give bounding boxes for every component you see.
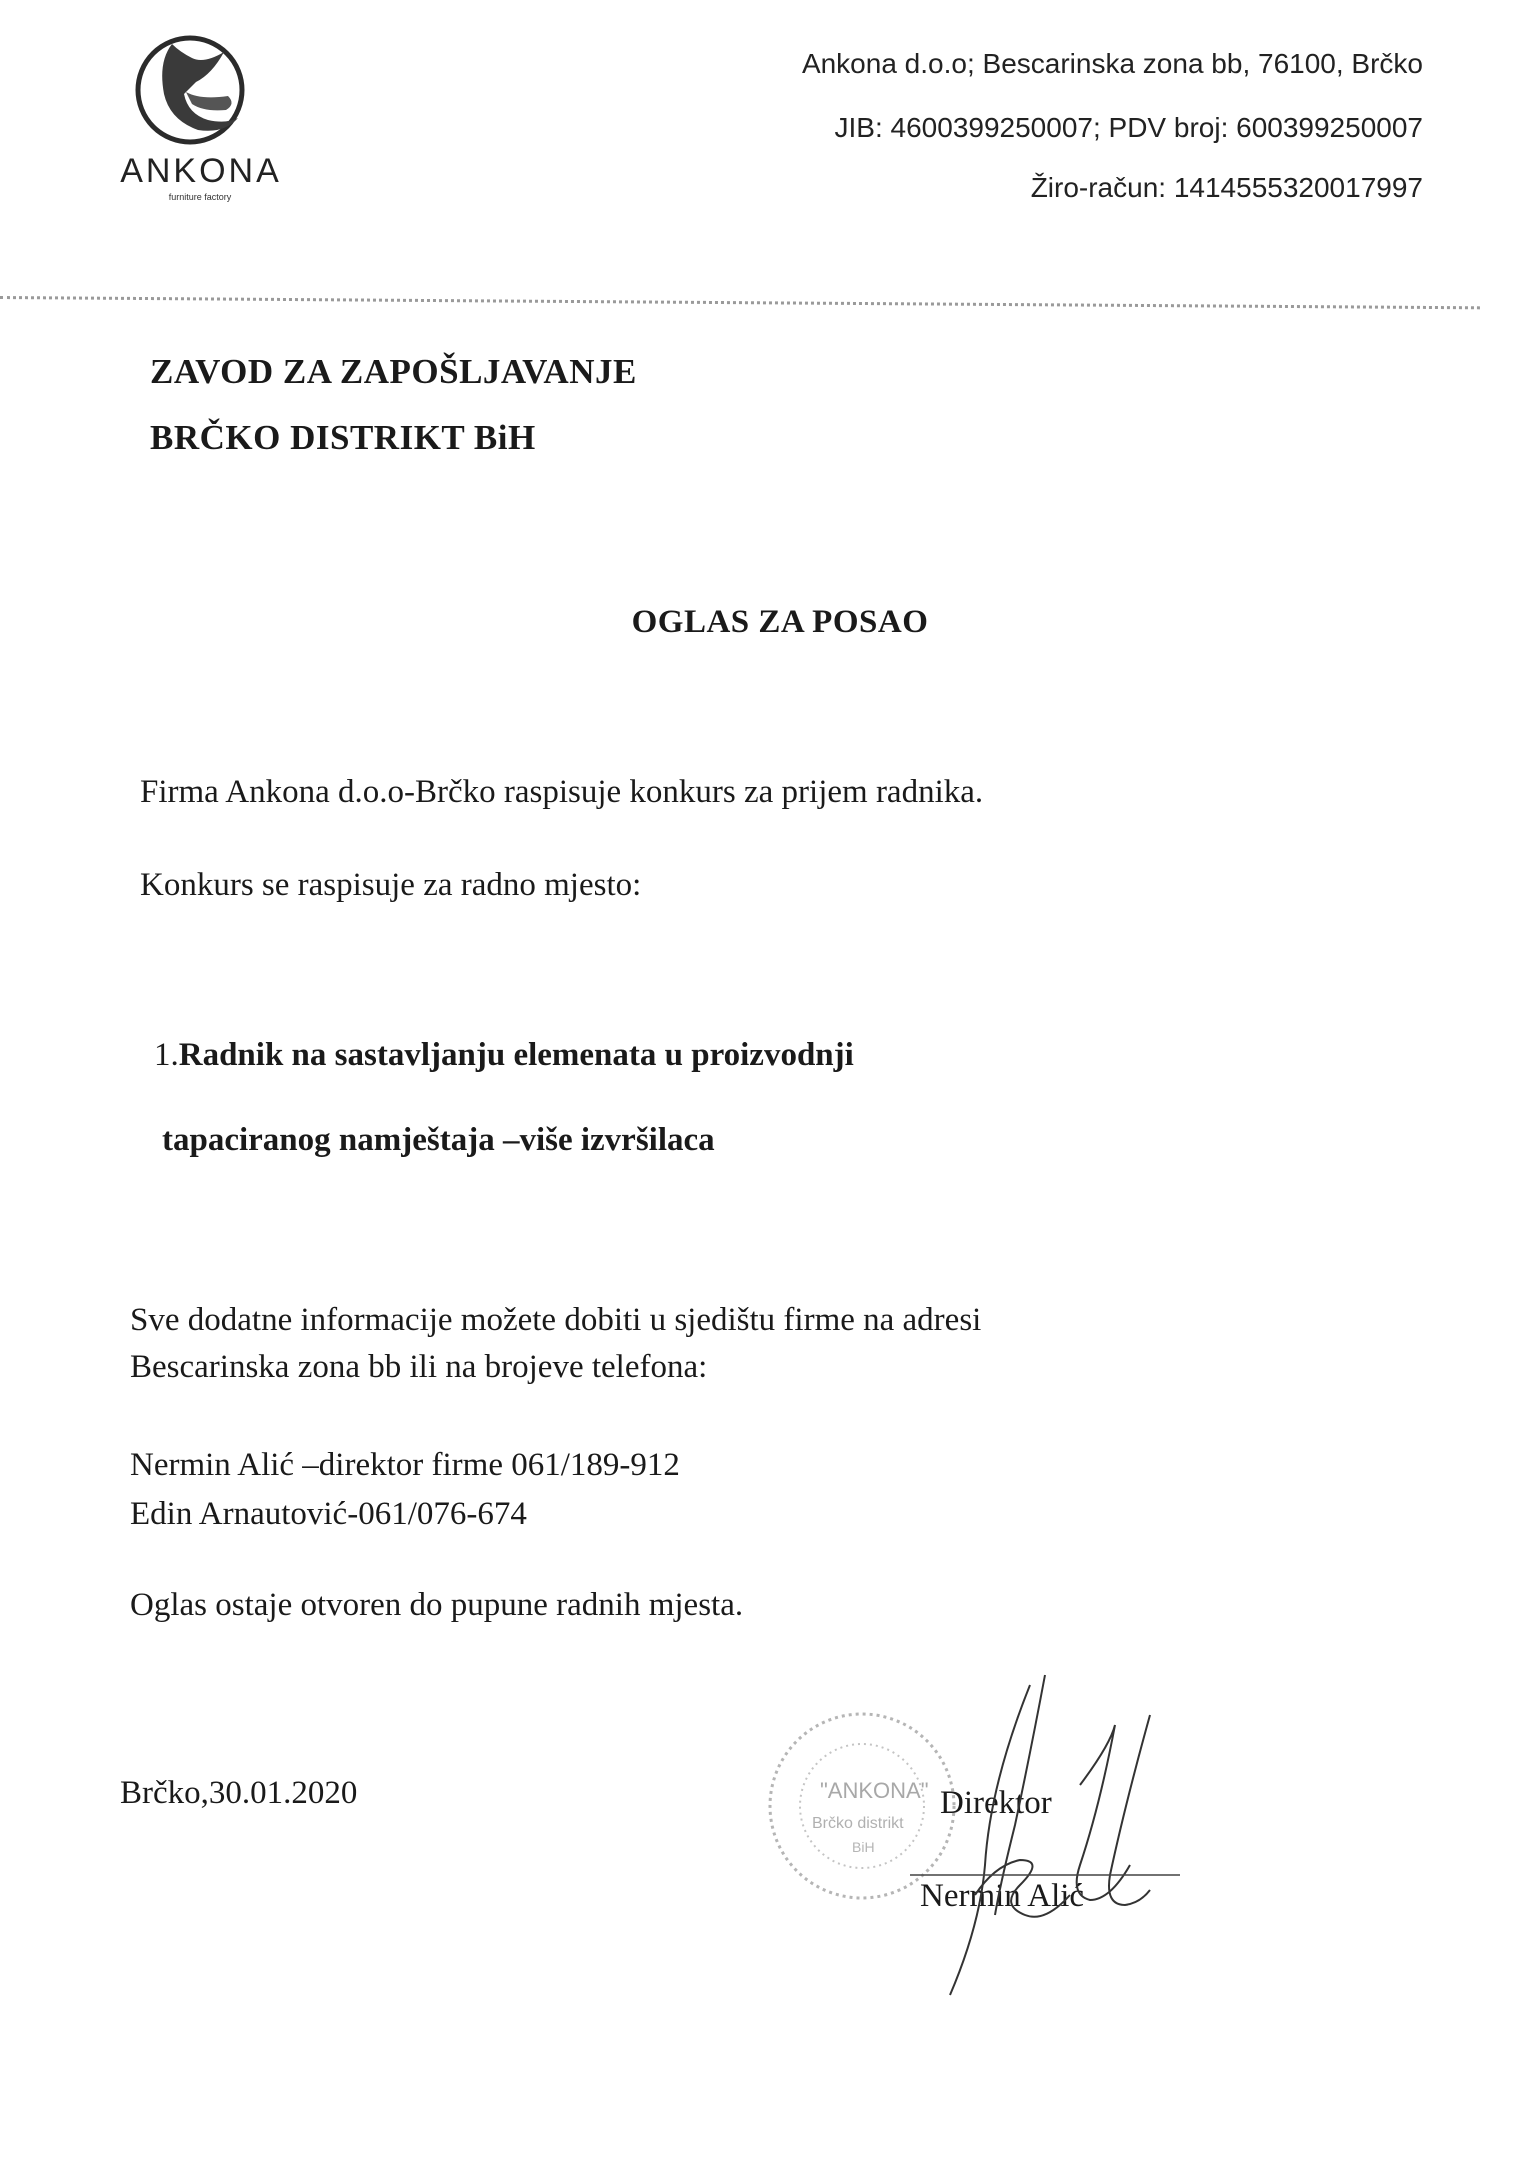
intro-paragraph: Firma Ankona d.o.o-Brčko raspisuje konkurs za prijem radnika. bbox=[140, 774, 984, 810]
logo-tagline: furniture factory bbox=[168, 192, 232, 202]
contact-second: Edin Arnautović-061/076-674 bbox=[130, 1496, 527, 1532]
contact-director: Nermin Alić –direktor firme 061/189-912 bbox=[130, 1447, 680, 1483]
position-title-line-1 bbox=[154, 1037, 854, 1074]
header-divider bbox=[0, 296, 1480, 309]
recipient-line-2: BRČKO DISTRIKT BiH bbox=[150, 418, 536, 457]
recipient-line-1: ZAVOD ZA ZAPOŠLJAVANJE bbox=[150, 352, 637, 391]
info-line-1: Sve dodatne informacije možete dobiti u sjedištu firme na adresi bbox=[130, 1302, 982, 1338]
position-number: 1. bbox=[154, 1037, 179, 1073]
signature-name: Nermin Alić bbox=[920, 1878, 1085, 1914]
info-line-2: Bescarinska zona bb ili na brojeve telefona: bbox=[130, 1349, 708, 1385]
document-date: Brčko,30.01.2020 bbox=[120, 1775, 358, 1811]
handwritten-signature bbox=[780, 1665, 1200, 2005]
signature-title: Direktor bbox=[940, 1785, 1052, 1821]
header-address: Ankona d.o.o; Bescarinska zona bb, 76100, Brčko bbox=[801, 48, 1423, 79]
header-tax-ids: JIB: 4600399250007; PDV broj: 600399250007 bbox=[834, 112, 1423, 143]
ankona-chair-logo-icon bbox=[100, 22, 300, 157]
intro-position-lead: Konkurs se raspisuje za radno mjesto: bbox=[140, 867, 642, 903]
logo-brand-text: ANKONA bbox=[120, 152, 282, 190]
position-title-line-2: tapaciranog namještaja –više izvršilaca bbox=[162, 1122, 715, 1158]
stamp-text-1: "ANKONA" bbox=[820, 1778, 929, 1803]
header-bank-account: Žiro-račun: 1414555320017997 bbox=[1030, 172, 1423, 203]
closing-note: Oglas ostaje otvoren do pupune radnih mjesta. bbox=[130, 1587, 744, 1623]
stamp-text-3: BiH bbox=[852, 1839, 875, 1855]
company-logo bbox=[100, 22, 300, 202]
stamp-text-2: Brčko distrikt bbox=[812, 1815, 904, 1832]
position-title-text: Radnik na sastavljanju elemenata u proizvodnji bbox=[178, 1037, 854, 1073]
document-title: OGLAS ZA POSAO bbox=[631, 604, 929, 640]
